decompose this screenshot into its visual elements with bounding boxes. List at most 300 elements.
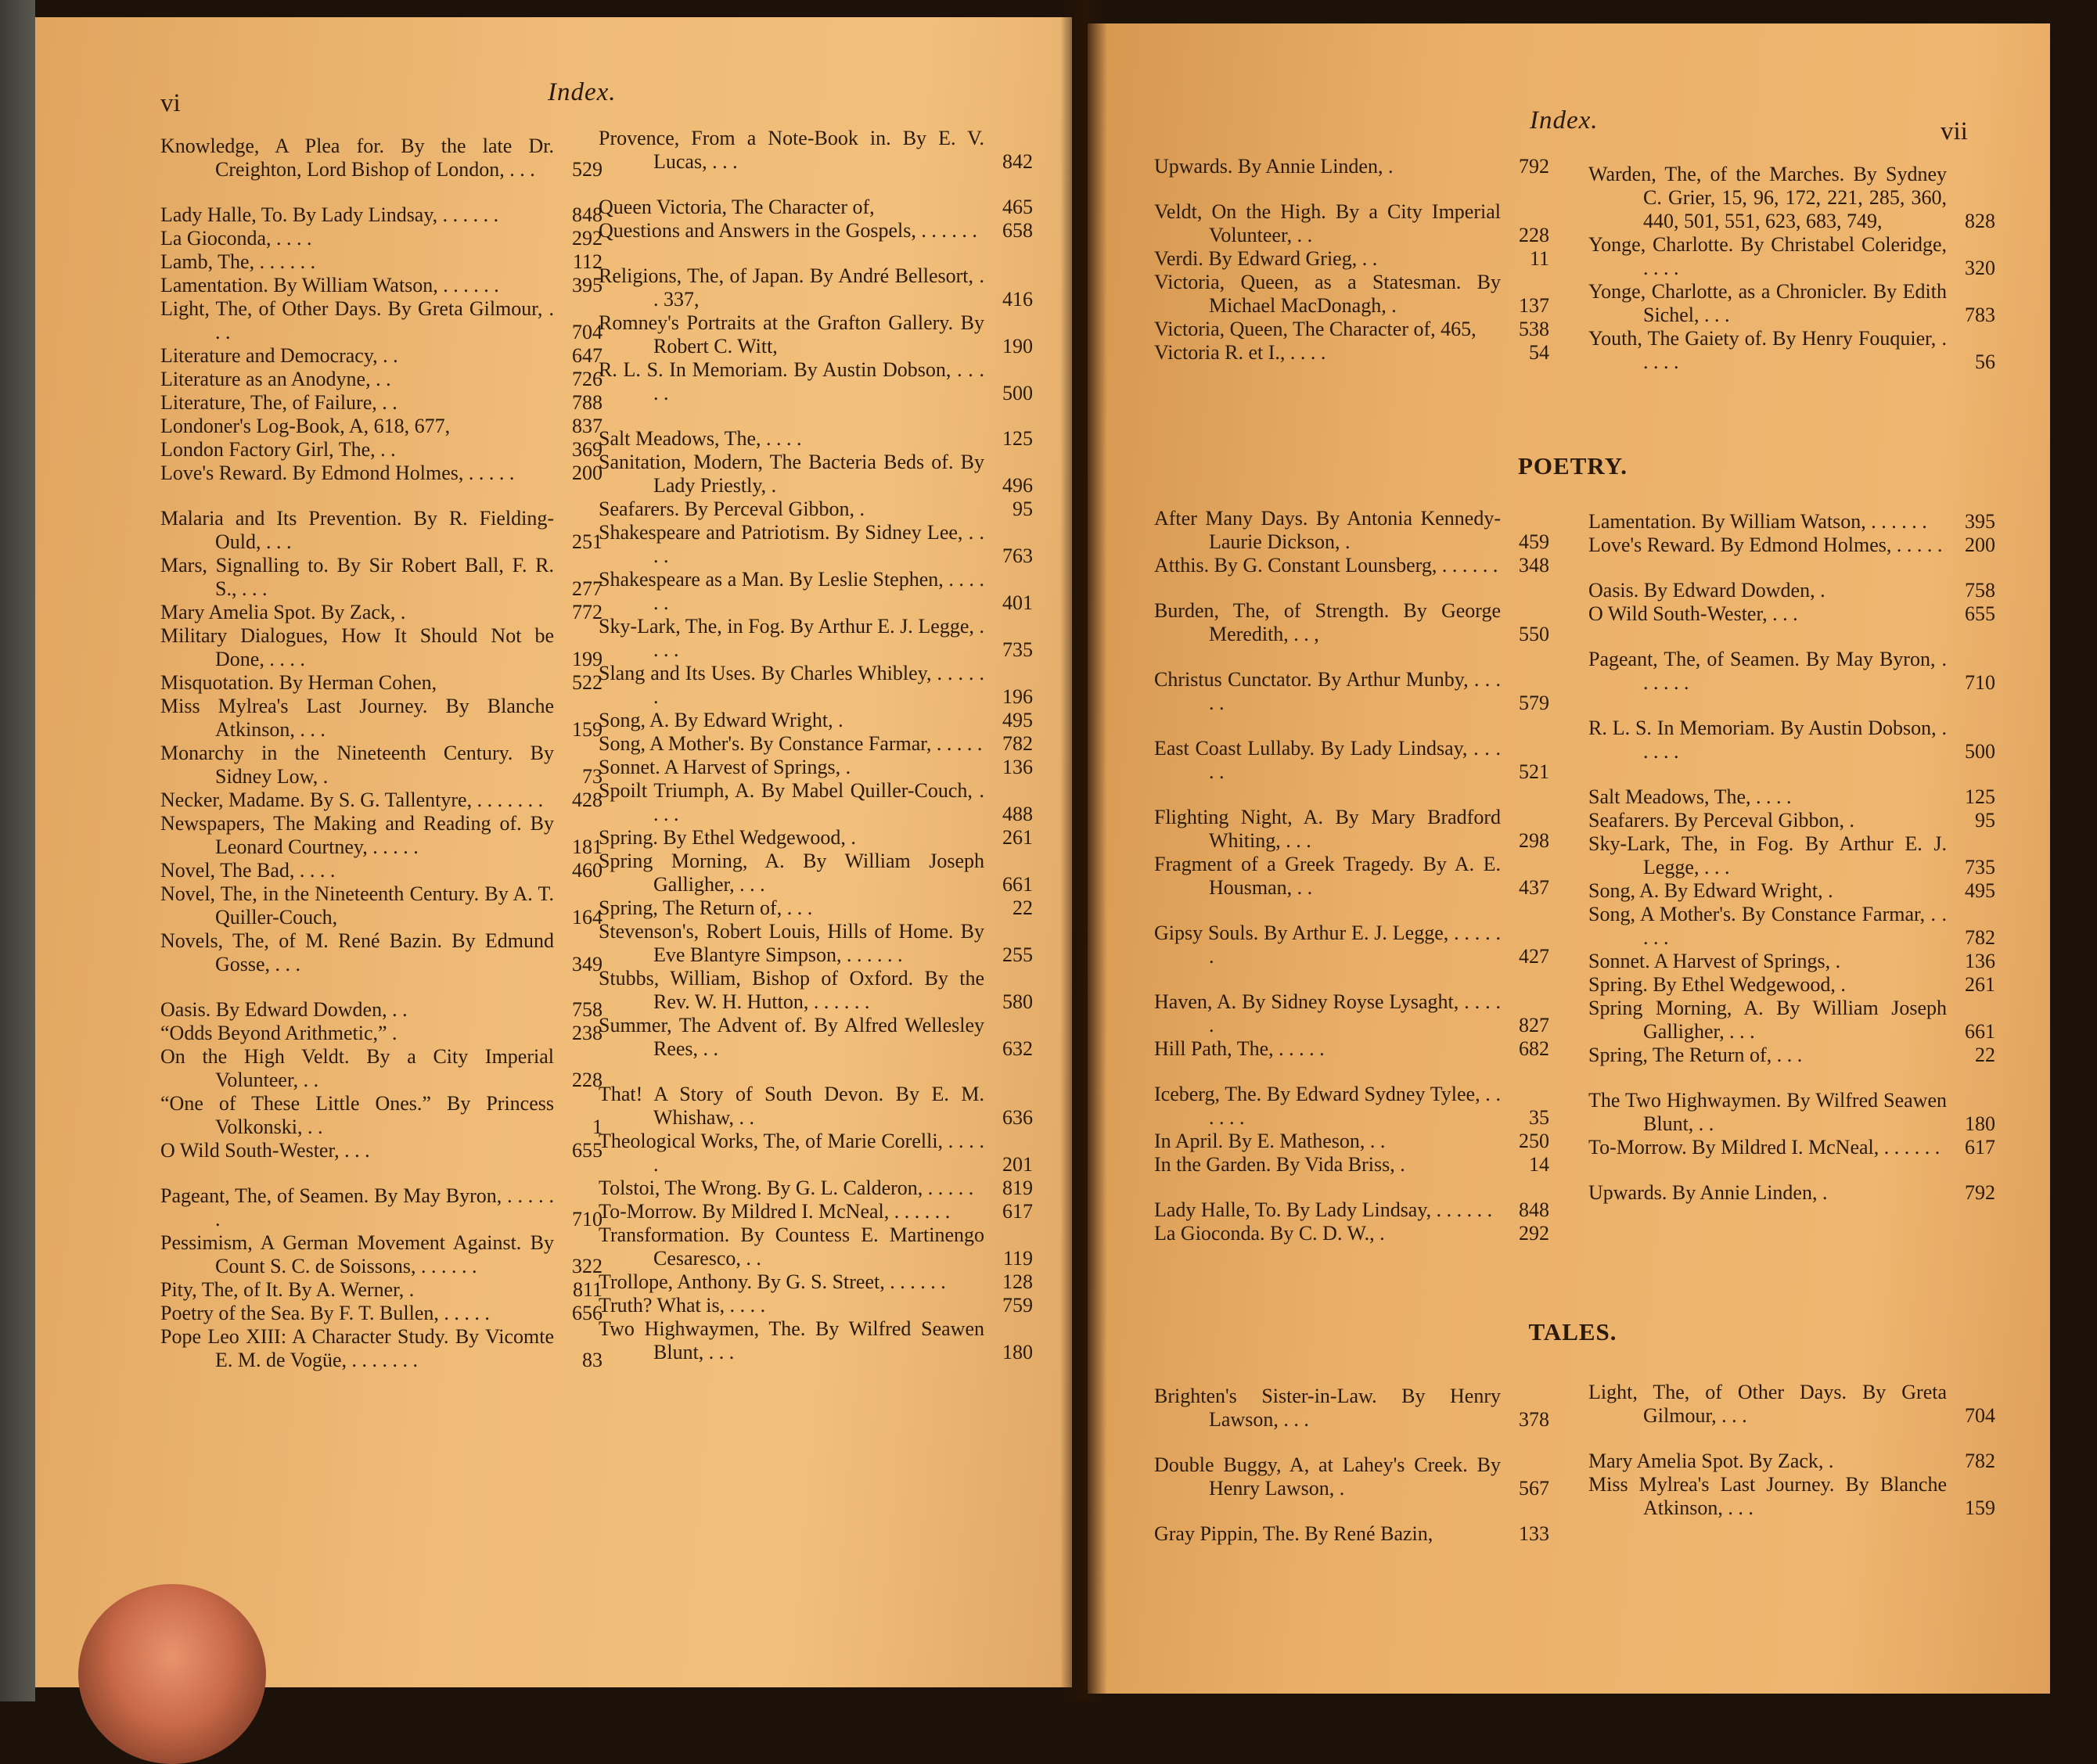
- index-entry: [599, 568, 1033, 615]
- index-entry: [1154, 247, 1549, 271]
- entry-page-number: 726: [572, 368, 602, 390]
- entry-title: Song, A. By Edward Wright, .: [1588, 879, 1833, 902]
- index-entry: [599, 756, 1033, 779]
- index-entry: [1588, 1181, 1995, 1205]
- index-entry: [1588, 602, 1995, 626]
- index-entry: [160, 1139, 602, 1162]
- entry-page-number: 704: [572, 321, 602, 343]
- entry-page-number: 196: [1002, 685, 1033, 708]
- index-entry: [599, 1083, 1033, 1130]
- index-entry: [160, 998, 602, 1022]
- entry-page-number: 320: [1965, 257, 1995, 279]
- index-entry: [1588, 879, 1995, 903]
- entry-title: Iceberg, The. By Edward Sydney Tylee, . . . . . .: [1154, 1083, 1501, 1129]
- index-entry: [1588, 973, 1995, 997]
- entry-page-number: 348: [1519, 554, 1549, 577]
- entry-page-number: 782: [1002, 732, 1033, 755]
- entry-title: Miss Mylrea's Last Journey. By Blanche Atkinson, . . .: [160, 695, 554, 741]
- entry-title: Theological Works, The, of Marie Corelli, . . . . .: [599, 1130, 984, 1176]
- index-entry: [599, 1014, 1033, 1061]
- entry-page-number: 437: [1519, 876, 1549, 899]
- entry-title: Veldt, On the High. By a City Imperial Volunteer, . .: [1154, 200, 1501, 246]
- entry-page-number: 199: [572, 648, 602, 670]
- entry-page-number: 378: [1519, 1408, 1549, 1431]
- entry-title: Mary Amelia Spot. By Zack, .: [160, 601, 406, 623]
- index-entry: [1588, 1450, 1995, 1473]
- entry-title: Sky-Lark, The, in Fog. By Arthur E. J. Legge, . . .: [1588, 832, 1947, 878]
- index-entry: [1154, 1385, 1549, 1432]
- index-entry: [1588, 1381, 1995, 1428]
- entry-title: To-Morrow. By Mildred I. McNeal, . . . . . .: [1588, 1136, 1941, 1159]
- index-entry: [1588, 809, 1995, 832]
- entry-page-number: 783: [1965, 304, 1995, 326]
- entry-page-number: 529: [572, 158, 602, 181]
- entry-title: To-Morrow. By Mildred I. McNeal, . . . . . .: [599, 1200, 951, 1223]
- index-entry: [599, 1294, 1033, 1317]
- index-entry: [1154, 1130, 1549, 1153]
- index-entry: [599, 451, 1033, 498]
- entry-title: Pageant, The, of Seamen. By May Byron, . . . . . .: [1588, 648, 1947, 694]
- entry-title: Lamb, The, . . . . . .: [160, 250, 316, 273]
- index-entry: [1154, 1083, 1549, 1130]
- index-entry: [599, 709, 1033, 732]
- entry-page-number: 395: [572, 274, 602, 296]
- entry-page-number: 136: [1002, 756, 1033, 778]
- index-entry: [1154, 155, 1549, 178]
- entry-title: Spring, The Return of, . . .: [599, 896, 813, 919]
- entry-title: Yonge, Charlotte. By Christabel Coleridge, . . . .: [1588, 233, 1947, 279]
- entry-title: The Two Highwaymen. By Wilfred Seawen Blunt, . .: [1588, 1089, 1947, 1135]
- entry-title: Victoria, Queen, as a Statesman. By Michael MacDonagh, .: [1154, 271, 1501, 317]
- entry-title: La Gioconda, . . . .: [160, 227, 312, 250]
- entry-page-number: 228: [572, 1069, 602, 1091]
- entry-page-number: 298: [1519, 829, 1549, 852]
- entry-title: Newspapers, The Making and Reading of. By Leonard Courtney, . . . . .: [160, 812, 554, 858]
- entry-page-number: 238: [572, 1022, 602, 1044]
- entry-title: Trollope, Anthony. By G. S. Street, . . . . . .: [599, 1270, 946, 1293]
- entry-title: Romney's Portraits at the Grafton Gallery. By Robert C. Witt,: [599, 311, 984, 357]
- entry-page-number: 159: [1965, 1496, 1995, 1519]
- left-page: [35, 17, 1072, 1687]
- entry-title: Pope Leo XIII: A Character Study. By Vicomte E. M. de Vogüe, . . . . . . .: [160, 1325, 554, 1371]
- index-column-left-1: [160, 135, 602, 1372]
- entry-page-number: 292: [572, 227, 602, 250]
- index-entry: [1588, 648, 1995, 695]
- entry-page-number: 704: [1965, 1404, 1995, 1427]
- entry-title: Transformation. By Countess E. Martinengo Cesaresco, . .: [599, 1223, 984, 1270]
- index-entry: [160, 344, 602, 368]
- section-heading-tales: TALES.: [1528, 1318, 1617, 1345]
- page-number: vii: [1941, 117, 1968, 146]
- entry-page-number: 465: [1002, 196, 1033, 218]
- index-entry: [599, 850, 1033, 896]
- entry-page-number: 261: [1965, 973, 1995, 996]
- poetry-column-1: [1154, 507, 1549, 1245]
- entry-title: Yonge, Charlotte, as a Chronicler. By Edith Sichel, . . .: [1588, 280, 1947, 326]
- entry-page-number: 428: [572, 789, 602, 811]
- index-entry: [1154, 599, 1549, 646]
- entry-title: Spring. By Ethel Wedgewood, .: [599, 826, 856, 849]
- entry-page-number: 848: [1519, 1198, 1549, 1221]
- index-entry: [1154, 271, 1549, 318]
- entry-page-number: 136: [1965, 950, 1995, 972]
- entry-page-number: 277: [572, 577, 602, 600]
- entry-title: Love's Reward. By Edmond Holmes, . . . . .: [1588, 534, 1943, 556]
- index-entry: [160, 250, 602, 274]
- entry-title: Spring, The Return of, . . .: [1588, 1044, 1803, 1066]
- entry-page-number: 710: [572, 1208, 602, 1230]
- entry-title: East Coast Lullaby. By Lady Lindsay, . . . . .: [1154, 737, 1501, 783]
- entry-title: Mars, Signalling to. By Sir Robert Ball, F. R. S., . . .: [160, 554, 554, 600]
- index-entry: [599, 196, 1033, 219]
- index-entry: [160, 507, 602, 554]
- entry-page-number: 828: [1965, 210, 1995, 232]
- entry-title: La Gioconda. By C. D. W., .: [1154, 1222, 1385, 1245]
- entry-page-number: 567: [1519, 1477, 1549, 1500]
- index-entry: [1154, 990, 1549, 1037]
- index-entry: [160, 438, 602, 462]
- index-entry: [160, 462, 602, 485]
- index-entry: [1588, 233, 1995, 280]
- entry-page-number: 656: [572, 1302, 602, 1324]
- entry-title: Mary Amelia Spot. By Zack, .: [1588, 1450, 1834, 1472]
- index-entry: [160, 929, 602, 976]
- entry-page-number: 811: [572, 1278, 602, 1301]
- entry-title: Shakespeare and Patriotism. By Sidney Lee, . . . .: [599, 521, 984, 567]
- entry-title: Hill Path, The, . . . . .: [1154, 1037, 1325, 1060]
- index-entry: [1154, 922, 1549, 968]
- entry-title: Seafarers. By Perceval Gibbon, .: [1588, 809, 1855, 832]
- entry-title: Shakespeare as a Man. By Leslie Stephen, . . . . . .: [599, 568, 984, 614]
- entry-title: Lamentation. By William Watson, . . . . . .: [1588, 510, 1927, 533]
- entry-page-number: 181: [572, 835, 602, 858]
- index-entry: [160, 1022, 602, 1045]
- index-entry: [1154, 1153, 1549, 1177]
- index-entry: [1154, 1522, 1549, 1546]
- entry-title: Miss Mylrea's Last Journey. By Blanche Atkinson, . . .: [1588, 1473, 1947, 1519]
- entry-page-number: 661: [1002, 873, 1033, 896]
- thumb: [78, 1584, 266, 1764]
- entry-page-number: 538: [1519, 318, 1549, 340]
- index-entry: [160, 671, 602, 695]
- index-entry: [599, 1223, 1033, 1270]
- index-entry: [599, 779, 1033, 826]
- entry-page-number: 125: [1965, 785, 1995, 808]
- entry-page-number: 617: [1002, 1200, 1033, 1223]
- index-entry: [160, 624, 602, 671]
- entry-title: Burden, The, of Strength. By George Meredith, . . ,: [1154, 599, 1501, 645]
- entry-title: In the Garden. By Vida Briss, .: [1154, 1153, 1405, 1176]
- index-entry: [160, 601, 602, 624]
- entry-page-number: 56: [1975, 350, 1995, 373]
- index-entry: [1154, 318, 1549, 341]
- entry-title: Seafarers. By Perceval Gibbon, .: [599, 498, 865, 520]
- index-entry: [160, 812, 602, 859]
- book-cover-edge: [0, 0, 35, 1701]
- index-entry: [599, 521, 1033, 568]
- entry-title: Literature as an Anodyne, . .: [160, 368, 391, 390]
- index-entry: [599, 1270, 1033, 1294]
- entry-page-number: 200: [572, 462, 602, 484]
- entry-title: Military Dialogues, How It Should Not be Done, . . . .: [160, 624, 554, 670]
- entry-page-number: 159: [572, 718, 602, 741]
- entry-page-number: 655: [572, 1139, 602, 1162]
- entry-title: Two Highwaymen, The. By Wilfred Seawen Blunt, . . .: [599, 1317, 984, 1363]
- entry-page-number: 200: [1965, 534, 1995, 556]
- entry-page-number: 427: [1519, 945, 1549, 968]
- index-entry: [1588, 534, 1995, 557]
- entry-title: Salt Meadows, The, . . . .: [599, 427, 802, 450]
- running-head: Index.: [548, 78, 617, 106]
- entry-title: Gray Pippin, The. By René Bazin,: [1154, 1522, 1433, 1545]
- entry-page-number: 580: [1002, 990, 1033, 1013]
- entry-title: Novel, The Bad, . . . .: [160, 859, 336, 882]
- index-entry: [1588, 1089, 1995, 1136]
- entry-page-number: 1: [592, 1116, 602, 1138]
- index-entry: [599, 358, 1033, 405]
- index-entry: [599, 732, 1033, 756]
- entry-title: Knowledge, A Plea for. By the late Dr. Creighton, Lord Bishop of London, . . .: [160, 135, 554, 181]
- index-entry: [160, 203, 602, 227]
- index-entry: [1588, 510, 1995, 534]
- entry-page-number: 416: [1002, 288, 1033, 311]
- entry-title: In April. By E. Matheson, . .: [1154, 1130, 1386, 1152]
- index-entry: [599, 1200, 1033, 1223]
- index-entry: [599, 826, 1033, 850]
- index-entry: [1588, 327, 1995, 374]
- entry-title: Spoilt Triumph, A. By Mabel Quiller-Couch, . . . .: [599, 779, 984, 825]
- right-page: [1088, 23, 2050, 1694]
- entry-title: Oasis. By Edward Dowden, . .: [160, 998, 408, 1021]
- index-entry: [599, 920, 1033, 967]
- index-entry: [1154, 341, 1549, 365]
- entry-page-number: 636: [1002, 1106, 1033, 1129]
- entry-page-number: 401: [1002, 591, 1033, 614]
- entry-page-number: 164: [572, 906, 602, 929]
- entry-page-number: 292: [1519, 1222, 1549, 1245]
- entry-title: Sanitation, Modern, The Bacteria Beds of. By Lady Priestly, .: [599, 451, 984, 497]
- entry-page-number: 395: [1965, 510, 1995, 533]
- entry-page-number: 495: [1002, 709, 1033, 731]
- index-entry: [599, 127, 1033, 174]
- entry-page-number: 758: [1965, 579, 1995, 602]
- index-entry: [599, 311, 1033, 358]
- entry-page-number: 133: [1519, 1522, 1549, 1545]
- tales-column-2: [1588, 1381, 1995, 1520]
- index-entry: [1588, 832, 1995, 879]
- index-entry: [1154, 668, 1549, 715]
- entry-page-number: 35: [1529, 1106, 1549, 1129]
- index-entry: [160, 1325, 602, 1372]
- index-entry: [1588, 997, 1995, 1044]
- entry-title: Youth, The Gaiety of. By Henry Fouquier, . . . . .: [1588, 327, 1947, 373]
- entry-title: Londoner's Log-Book, A, 618, 677,: [160, 415, 451, 437]
- index-entry: [1588, 903, 1995, 950]
- entry-page-number: 763: [1002, 544, 1033, 567]
- index-entry: [160, 274, 602, 297]
- entry-title: Atthis. By G. Constant Lounsberg, . . . . . .: [1154, 554, 1498, 577]
- entry-title: Christus Cunctator. By Arthur Munby, . . . . .: [1154, 668, 1501, 714]
- entry-title: Literature, The, of Failure, . .: [160, 391, 397, 414]
- index-entry: [160, 742, 602, 789]
- index-entry: [599, 264, 1033, 311]
- entry-title: Gipsy Souls. By Arthur E. J. Legge, . . . . . .: [1154, 922, 1501, 968]
- index-entry: [160, 391, 602, 415]
- entry-page-number: 842: [1002, 150, 1033, 173]
- tales-column-1: [1154, 1385, 1549, 1546]
- entry-page-number: 83: [582, 1349, 602, 1371]
- entry-title: Haven, A. By Sidney Royse Lysaght, . . . . .: [1154, 990, 1501, 1036]
- entry-title: Provence, From a Note-Book in. By E. V. Lucas, . . .: [599, 127, 984, 173]
- index-entry: [160, 1045, 602, 1092]
- entry-title: Misquotation. By Herman Cohen,: [160, 671, 437, 694]
- entry-page-number: 782: [1965, 1450, 1995, 1472]
- entry-page-number: 500: [1002, 382, 1033, 404]
- entry-page-number: 647: [572, 344, 602, 367]
- index-column-right-1: [1154, 155, 1549, 365]
- index-entry: [599, 219, 1033, 243]
- section-heading-poetry: POETRY.: [1518, 452, 1628, 480]
- entry-title: Lady Halle, To. By Lady Lindsay, . . . . . .: [1154, 1198, 1493, 1221]
- entry-page-number: 95: [1013, 498, 1033, 520]
- entry-title: On the High Veldt. By a City Imperial Volunteer, . .: [160, 1045, 554, 1091]
- entry-title: Pessimism, A German Movement Against. By Count S. C. de Soissons, . . . . . .: [160, 1231, 554, 1277]
- index-entry: [160, 554, 602, 601]
- entry-page-number: 54: [1529, 341, 1549, 364]
- entry-title: Sky-Lark, The, in Fog. By Arthur E. J. Legge, . . . .: [599, 615, 984, 661]
- entry-page-number: 369: [572, 438, 602, 461]
- entry-page-number: 782: [1965, 926, 1995, 949]
- entry-title: “Odds Beyond Arithmetic,” .: [160, 1022, 397, 1044]
- index-entry: [1588, 717, 1995, 763]
- entry-title: Warden, The, of the Marches. By Sydney C. Grier, 15, 96, 172, 221, 285, 360, 440, 501, 551, 623, 683, 749,: [1588, 163, 1947, 232]
- entry-page-number: 22: [1013, 896, 1033, 919]
- entry-title: Summer, The Advent of. By Alfred Wellesley Rees, . .: [599, 1014, 984, 1060]
- entry-page-number: 496: [1002, 474, 1033, 497]
- index-column-right-2: [1588, 163, 1995, 374]
- page-number: vi: [160, 89, 181, 117]
- entry-page-number: 112: [572, 250, 602, 273]
- entry-title: Spring. By Ethel Wedgewood, .: [1588, 973, 1846, 996]
- entry-title: Song, A Mother's. By Constance Farmar, . . . . .: [1588, 903, 1947, 949]
- entry-page-number: 322: [572, 1255, 602, 1277]
- entry-page-number: 658: [1002, 219, 1033, 242]
- index-entry: [1154, 200, 1549, 247]
- entry-page-number: 180: [1965, 1112, 1995, 1135]
- entry-page-number: 180: [1002, 1341, 1033, 1363]
- entry-title: Double Buggy, A, at Lahey's Creek. By Henry Lawson, .: [1154, 1453, 1501, 1500]
- entry-title: Light, The, of Other Days. By Greta Gilmour, . . .: [1588, 1381, 1947, 1427]
- index-entry: [160, 1231, 602, 1278]
- running-head: Index.: [1530, 106, 1599, 135]
- entry-page-number: 460: [572, 859, 602, 882]
- book-gutter: [1060, 0, 1107, 1701]
- entry-page-number: 228: [1519, 224, 1549, 246]
- entry-title: “One of These Little Ones.” By Princess Volkonski, . .: [160, 1092, 554, 1138]
- index-entry: [1154, 1037, 1549, 1061]
- entry-page-number: 819: [1002, 1177, 1033, 1199]
- entry-page-number: 137: [1519, 294, 1549, 317]
- index-entry: [160, 1184, 602, 1231]
- entry-page-number: 522: [572, 671, 602, 694]
- index-entry: [160, 297, 602, 344]
- index-entry: [1588, 950, 1995, 973]
- entry-title: Literature and Democracy, . .: [160, 344, 398, 367]
- entry-page-number: 261: [1002, 826, 1033, 849]
- index-entry: [599, 498, 1033, 521]
- entry-page-number: 14: [1529, 1153, 1549, 1176]
- index-entry: [1154, 1222, 1549, 1245]
- index-entry: [160, 859, 602, 882]
- index-entry: [1588, 1044, 1995, 1067]
- index-entry: [1588, 1473, 1995, 1520]
- entry-title: After Many Days. By Antonia Kennedy-Laurie Dickson, .: [1154, 507, 1501, 553]
- entry-page-number: 255: [1002, 943, 1033, 966]
- entry-title: Slang and Its Uses. By Charles Whibley, . . . . . .: [599, 662, 984, 708]
- entry-title: Necker, Madame. By S. G. Tallentyre, . . . . . . .: [160, 789, 544, 811]
- entry-title: Brighten's Sister-in-Law. By Henry Lawson, . . .: [1154, 1385, 1501, 1431]
- entry-title: Monarchy in the Nineteenth Century. By Sidney Low, .: [160, 742, 554, 788]
- entry-title: Love's Reward. By Edmond Holmes, . . . . .: [160, 462, 515, 484]
- entry-title: Flighting Night, A. By Mary Bradford Whiting, . . .: [1154, 806, 1501, 852]
- index-entry: [1588, 579, 1995, 602]
- index-entry: [1154, 806, 1549, 853]
- entry-title: Stevenson's, Robert Louis, Hills of Home. By Eve Blantyre Simpson, . . . . . .: [599, 920, 984, 966]
- entry-page-number: 95: [1975, 809, 1995, 832]
- entry-page-number: 661: [1965, 1020, 1995, 1043]
- entry-page-number: 617: [1965, 1136, 1995, 1159]
- entry-page-number: 655: [1965, 602, 1995, 625]
- entry-page-number: 792: [1965, 1181, 1995, 1204]
- entry-page-number: 710: [1965, 671, 1995, 694]
- index-entry: [160, 227, 602, 250]
- entry-page-number: 682: [1519, 1037, 1549, 1060]
- entry-page-number: 11: [1529, 247, 1549, 270]
- index-entry: [1154, 554, 1549, 577]
- entry-title: Song, A Mother's. By Constance Farmar, . . . . .: [599, 732, 983, 755]
- index-entry: [599, 1177, 1033, 1200]
- index-entry: [599, 1130, 1033, 1177]
- entry-page-number: 579: [1519, 692, 1549, 714]
- entry-title: Spring Morning, A. By William Joseph Galligher, . . .: [1588, 997, 1947, 1043]
- entry-title: Stubbs, William, Bishop of Oxford. By the Rev. W. H. Hutton, . . . . . .: [599, 967, 984, 1013]
- entry-title: Lamentation. By William Watson, . . . . . .: [160, 274, 499, 296]
- entry-title: O Wild South-Wester, . . .: [160, 1139, 370, 1162]
- entry-page-number: 125: [1002, 427, 1033, 450]
- entry-title: Oasis. By Edward Dowden, .: [1588, 579, 1825, 602]
- entry-title: Novel, The, in the Nineteenth Century. By A. T. Quiller-Couch,: [160, 882, 554, 929]
- entry-title: Song, A. By Edward Wright, .: [599, 709, 843, 731]
- entry-page-number: 128: [1002, 1270, 1033, 1293]
- index-entry: [599, 662, 1033, 709]
- index-entry: [1588, 280, 1995, 327]
- entry-title: Victoria, Queen, The Character of, 465,: [1154, 318, 1477, 340]
- index-entry: [1588, 785, 1995, 809]
- entry-title: R. L. S. In Memoriam. By Austin Dobson, . . . . .: [599, 358, 984, 404]
- index-entry: [599, 615, 1033, 662]
- entry-page-number: 495: [1965, 879, 1995, 902]
- entry-page-number: 759: [1002, 1294, 1033, 1317]
- entry-page-number: 190: [1002, 335, 1033, 357]
- index-entry: [599, 896, 1033, 920]
- index-entry: [1154, 1453, 1549, 1500]
- entry-title: Verdi. By Edward Grieg, . .: [1154, 247, 1378, 270]
- index-entry: [1588, 163, 1995, 233]
- entry-title: That! A Story of South Devon. By E. M. Whishaw, . .: [599, 1083, 984, 1129]
- entry-page-number: 488: [1002, 803, 1033, 825]
- entry-page-number: 837: [572, 415, 602, 437]
- entry-page-number: 788: [572, 391, 602, 414]
